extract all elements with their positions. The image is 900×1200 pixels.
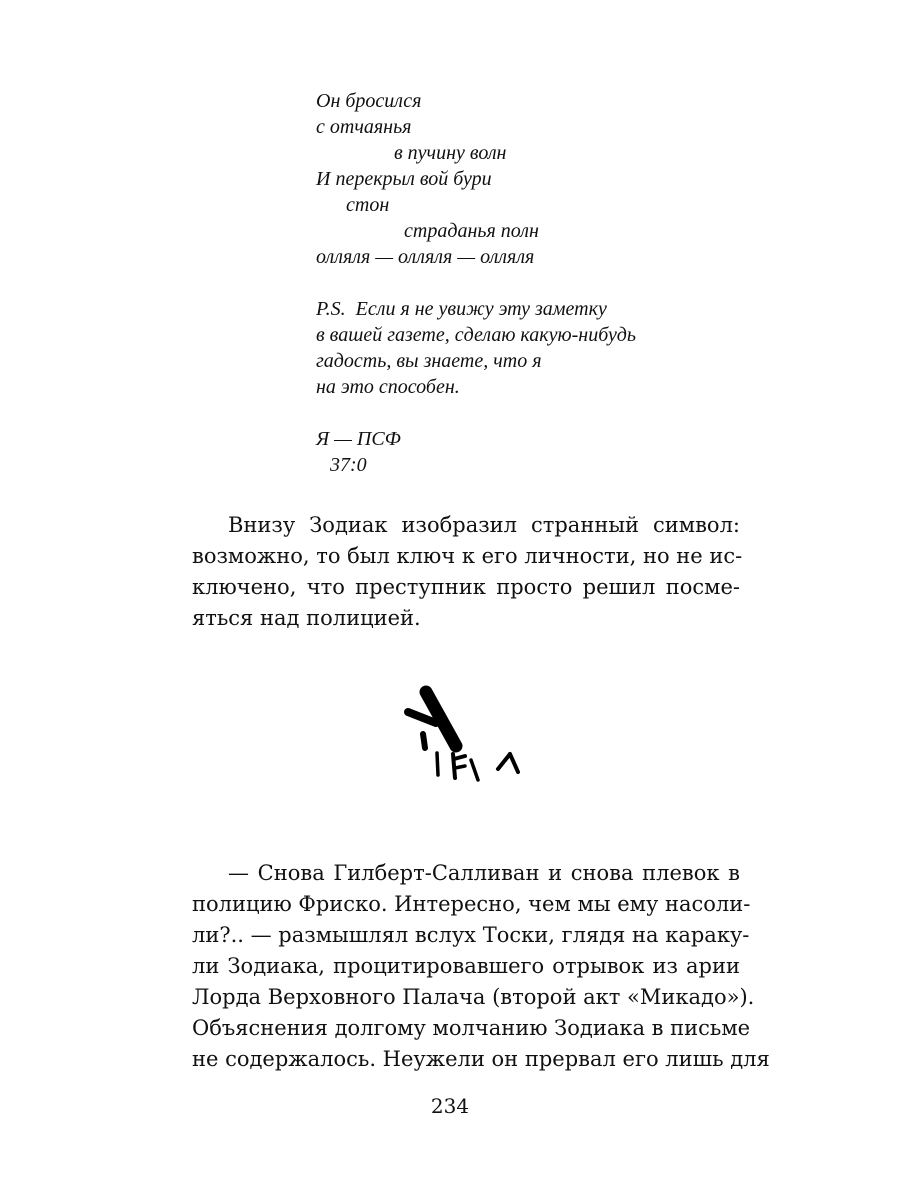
ps-line: гадость, вы знаете, что я	[316, 350, 542, 372]
poem-line: стон	[346, 194, 390, 216]
text-line: Объяснения долгому молчанию Зодиака в письме	[192, 1016, 751, 1040]
poem-line: страданья полн	[404, 220, 539, 242]
paragraph-symbol-description	[192, 510, 743, 634]
text-line: ли?.. — размышлял вслух Тоски, глядя на караку-	[192, 923, 750, 947]
poem-line: с отчаянья	[316, 116, 412, 138]
page-number: 234	[430, 1094, 470, 1118]
text-line: — Снова Гилберт-Салливан и снова плевок в	[228, 861, 740, 885]
paragraph-toschi	[192, 858, 770, 1075]
signature: Я — ПСФ	[316, 428, 401, 450]
poem-line: в пучину волн	[394, 142, 507, 164]
ps-line: на это способен.	[316, 376, 460, 398]
text-line: ключено, что преступник просто решил посме-	[192, 575, 740, 599]
text-line: Лорда Верховного Палача (второй акт «Микадо»).	[192, 985, 755, 1009]
text-line: яться над полицией.	[192, 606, 421, 630]
text-line: Внизу Зодиак изобразил странный символ:	[228, 513, 740, 537]
poem-block	[316, 88, 756, 478]
poem-line: олляля — олляля — олляля	[316, 246, 535, 268]
text-line: не содержалось. Неужели он прервал его лишь для	[192, 1047, 770, 1071]
text-line: полицию Фриско. Интересно, чем мы ему насоли-	[192, 892, 751, 916]
ps-line: P.S. Если я не увижу эту заметку	[316, 298, 607, 320]
poem-line: Он бросился	[316, 90, 422, 112]
ps-line: в вашей газете, сделаю какую-нибудь	[316, 324, 637, 346]
poem-line: И перекрыл вой бури	[316, 168, 492, 190]
text-line: ли Зодиака, процитировавшего отрывок из арии	[192, 954, 740, 978]
signature-code: 37:0	[330, 454, 367, 476]
zodiac-cipher-symbol-icon	[398, 682, 538, 792]
text-line: возможно, то был ключ к его личности, но не ис-	[192, 544, 743, 568]
